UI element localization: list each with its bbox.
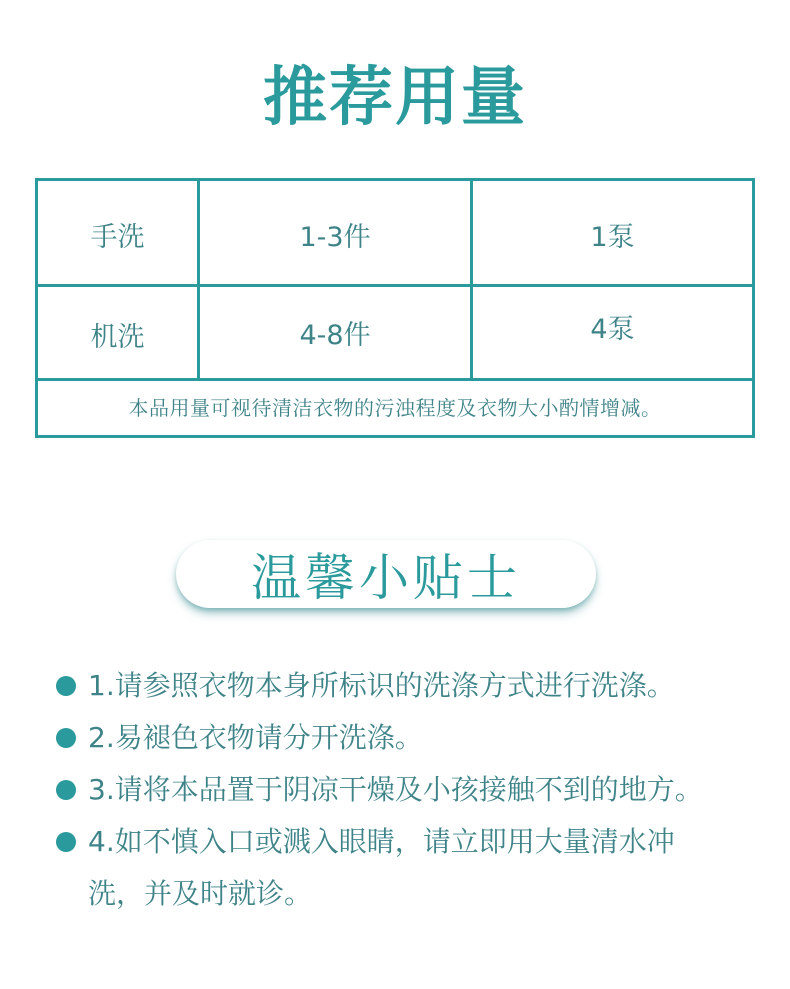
tip-item: [56, 816, 756, 920]
tip-text: 1.请参照衣物本身所标识的洗涤方式进行洗涤。: [88, 669, 675, 702]
tip-item: [56, 712, 756, 764]
tip-text-continued: 洗，并及时就诊。: [88, 877, 313, 910]
table-cell-quantity: 1-3件: [299, 222, 371, 253]
dot-icon: [56, 728, 76, 748]
table-cell-method: 机洗: [90, 322, 145, 353]
table-cell-dose: 4泵: [590, 314, 635, 345]
tip-item: [56, 764, 756, 816]
tip-text: 4.如不慎入口或溅入眼睛，请立即用大量清水冲: [88, 825, 675, 858]
table-cell-quantity: 4-8件: [299, 320, 371, 351]
page-title: 推荐用量: [263, 61, 527, 135]
dosage-table: [35, 178, 755, 438]
dot-icon: [56, 780, 76, 800]
tips-heading: 温馨小贴士: [251, 549, 521, 607]
tip-text: 3.请将本品置于阴凉干燥及小孩接触不到的地方。: [88, 773, 703, 806]
table-cell-method: 手洗: [90, 222, 145, 253]
tip-item: [56, 660, 756, 712]
tips-heading-pill: [176, 540, 596, 608]
table-note: 本品用量可视待清洁衣物的污浊程度及衣物大小酌情增减。: [128, 395, 662, 420]
dot-icon: [56, 832, 76, 852]
dot-icon: [56, 676, 76, 696]
table-cell-dose: 1泵: [590, 222, 635, 253]
tip-text: 2.易褪色衣物请分开洗涤。: [88, 721, 423, 754]
